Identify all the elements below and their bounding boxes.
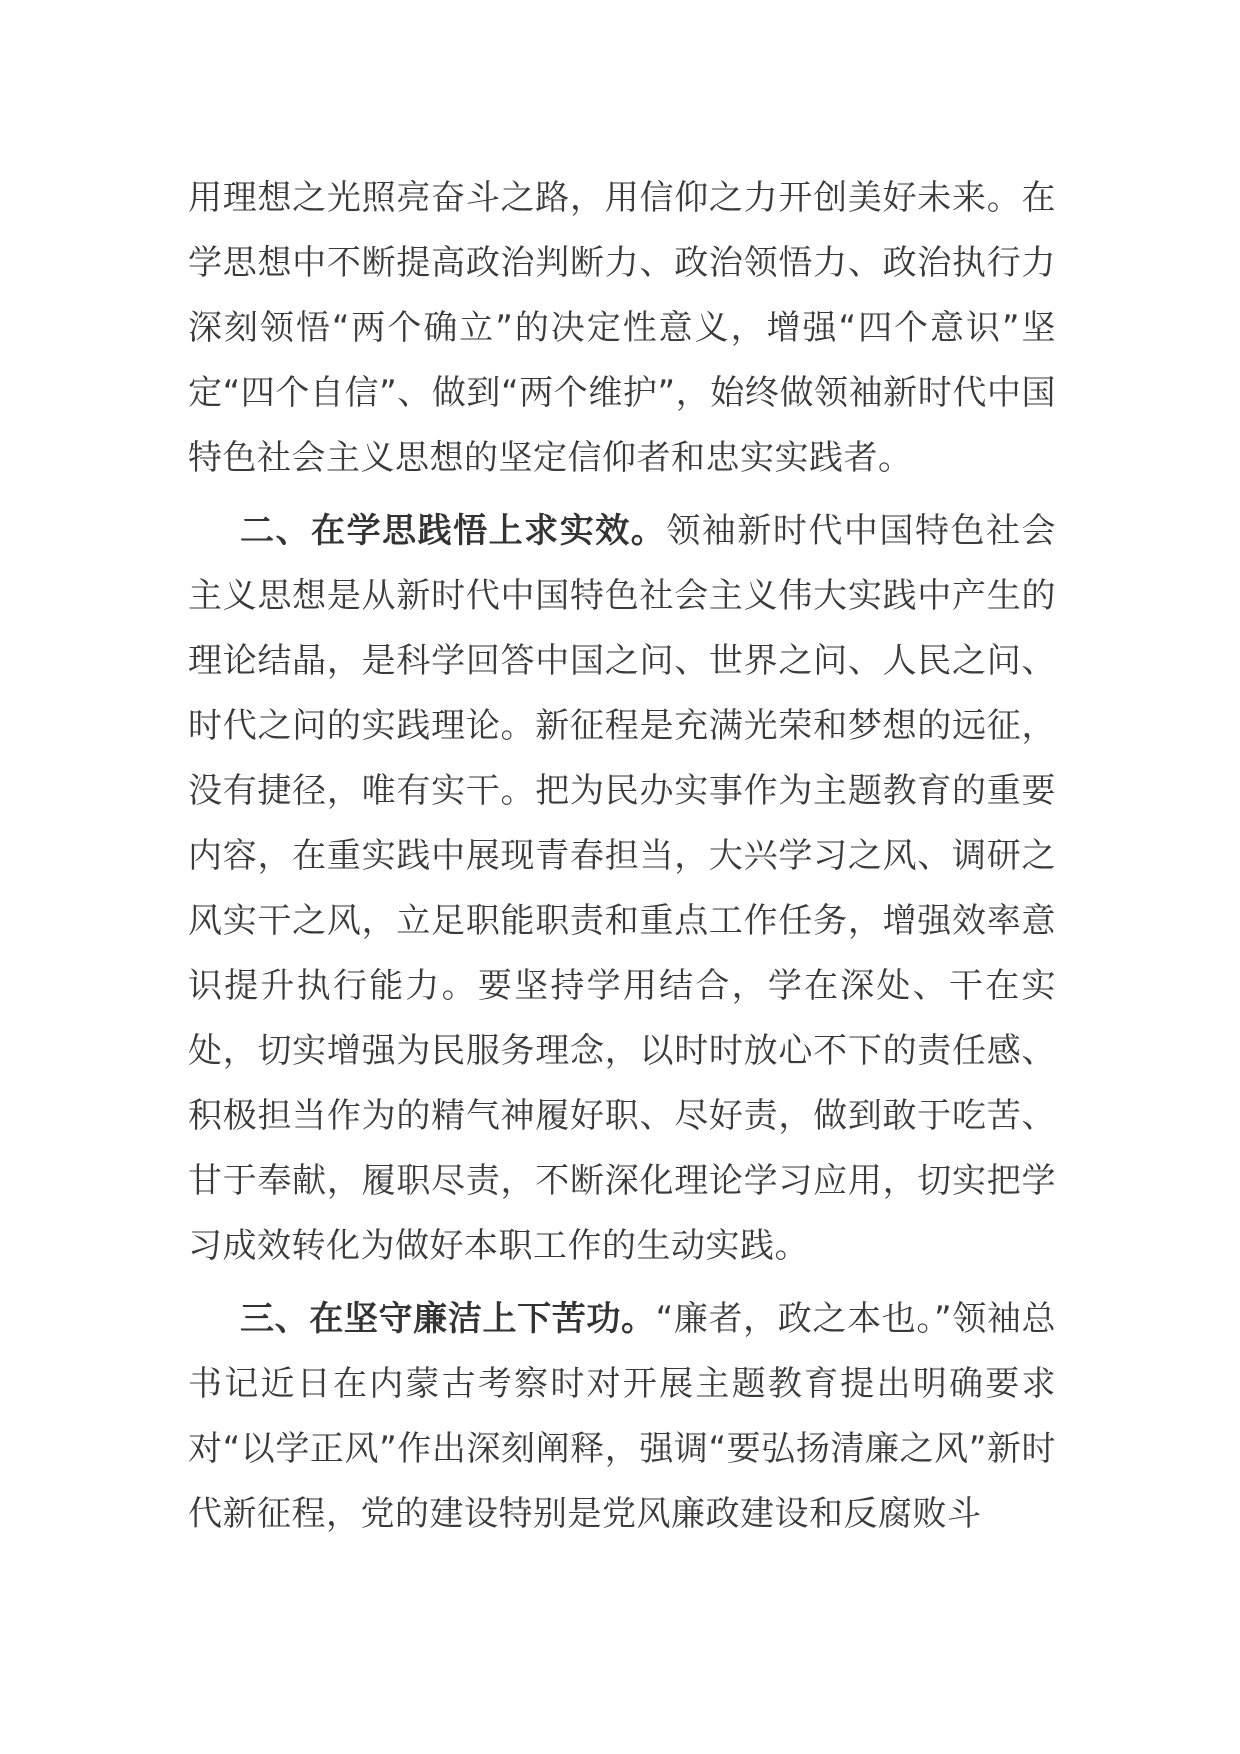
paragraph-3-text: “廉者，政之本也。”领袖总书记近日在内蒙古考察时对开展主题教育提出明确要求对“以学正风”作出深刻阐释，强调“要弘扬清廉之风”新时代新征程，党的建设特别是党风廉政建设和反腐败斗: [188, 1299, 1057, 1534]
paragraph-1-text: 用理想之光照亮奋斗之路，用信仰之力开创美好未来。在学思想中不断提高政治判断力、政治领悟力、政治执行力深刻领悟“两个确立”的决定性意义，增强“四个意识”坚定“四个自信”、做到“两个维护”，始终做领袖新时代中国特色社会主义思想的坚定信仰者和忠实实践者。: [188, 178, 1056, 478]
paragraph-2-text: 领袖新时代中国特色社会主义思想是从新时代中国特色社会主义伟大实践中产生的理论结晶，是科学回答中国之问、世界之问、人民之问、时代之问的实践理论。新征程是充满光荣和梦想的远征，没有捷径，唯有实干。把为民办实事作为主题教育的重要内容，在重实践中展现青春担当，大兴学习之风、调研之风实干之风，立足职能职责和重点工作任务，增强效率意识提升执行能力。要坚持学用结合，学在深处、干在实处，切实增强为民服务理念，以时时放心不下的责任感、积极担当作为的精气神履好职、尽好责，做到敢于吃苦、甘于奉献，履职尽责，不断深化理论学习应用，切实把学习成效转化为做好本职工作的生动实践。: [188, 511, 1057, 1266]
paragraph-2-heading: 二、在学思践悟上求实效。: [240, 511, 667, 551]
paragraph-3: [188, 1287, 1056, 1547]
paragraph-2: [188, 499, 1056, 1279]
paragraph-3-heading: 三、在坚守廉洁上下苦功。: [240, 1299, 656, 1339]
paragraph-1: [188, 166, 1056, 491]
document-body: [188, 166, 1056, 1547]
